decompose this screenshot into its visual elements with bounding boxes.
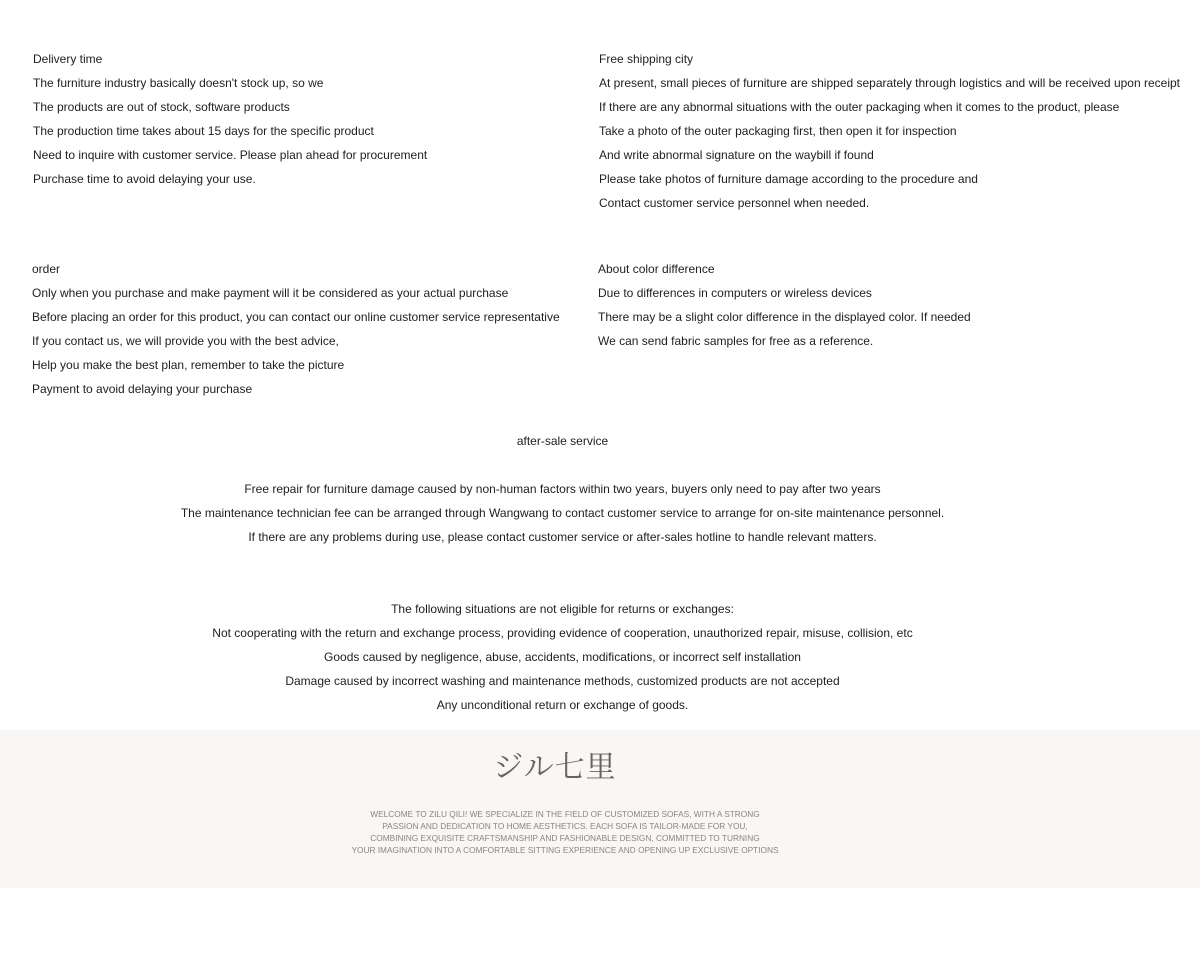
brand-logo-text: ジル七里 [493,750,617,785]
section-line: Purchase time to avoid delaying your use. [33,172,256,186]
section-line: Free repair for furniture damage caused by non-human factors within two years, buyers only need to pay after two years [244,482,881,496]
section-line: Payment to avoid delaying your purchase [32,382,253,396]
brand-description-line: COMBINING EXQUISITE CRAFTSMANSHIP AND FASHIONABLE DESIGN, COMMITTED TO TURNING [370,833,760,843]
section-line: We can send fabric samples for free as a reference. [598,334,874,348]
section-line: If you contact us, we will provide you with the best advice, [32,334,339,348]
color-difference-section [598,257,971,353]
section-line: Help you make the best plan, remember to take the picture [32,358,345,372]
section-title: The following situations are not eligible for returns or exchanges: [391,602,734,616]
section-line: At present, small pieces of furniture are shipped separately through logistics and will be received upon receipt [599,76,1180,90]
section-line: Contact customer service personnel when needed. [599,196,870,210]
brand-description-line: WELCOME TO ZILU QILI! WE SPECIALIZE IN THE FIELD OF CUSTOMIZED SOFAS, WITH A STRONG [370,809,760,819]
section-line: The maintenance technician fee can be arranged through Wangwang to contact customer service to arrange for on-site maintenance personnel. [180,506,945,520]
section-line: Goods caused by negligence, abuse, accidents, modifications, or incorrect self installation [324,650,801,664]
free-shipping-section [599,47,1180,215]
after-sale-section [0,477,1125,549]
section-line: Any unconditional return or exchange of goods. [436,698,689,712]
section-line: Damage caused by incorrect washing and maintenance methods, customized products are not accepted [285,674,840,688]
section-line: The products are out of stock, software products [33,100,290,114]
section-title: after-sale service [516,434,609,448]
section-line: And write abnormal signature on the waybill if found [599,148,874,162]
brand-description [0,808,1130,856]
section-title: Free shipping city [599,52,694,66]
brand-footer [0,730,1200,888]
section-line: Due to differences in computers or wireless devices [598,286,872,300]
after-sale-title [0,429,1125,453]
section-line: Only when you purchase and make payment will it be considered as your actual purchase [32,286,509,300]
section-line: Before placing an order for this product, you can contact our online customer service representative [32,310,560,324]
brand-description-line: YOUR IMAGINATION INTO A COMFORTABLE SITTING EXPERIENCE AND OPENING UP EXCLUSIVE OPTIONS [351,845,779,855]
section-line: The production time takes about 15 days for the specific product [33,124,374,138]
returns-section [0,597,1125,717]
section-title: Delivery time [33,52,103,66]
section-line: If there are any abnormal situations with the outer packaging when it comes to the product, please [599,100,1120,114]
section-line: The furniture industry basically doesn't stock up, so we [33,76,324,90]
section-line: Please take photos of furniture damage according to the procedure and [599,172,978,186]
section-line: If there are any problems during use, please contact customer service or after-sales hotline to handle relevant matters. [248,530,877,544]
section-line: There may be a slight color difference in the displayed color. If needed [598,310,971,324]
section-line: Need to inquire with customer service. Please plan ahead for procurement [33,148,428,162]
section-line: Take a photo of the outer packaging first, then open it for inspection [599,124,957,138]
brand-description-line: PASSION AND DEDICATION TO HOME AESTHETICS. EACH SOFA IS TAILOR-MADE FOR YOU, [382,821,748,831]
delivery-time-section [33,47,427,191]
section-line: Not cooperating with the return and exchange process, providing evidence of cooperation, unauthorized repair, misuse, collision, etc [212,626,913,640]
order-section [32,257,560,401]
section-title: About color difference [598,262,715,276]
section-title: order [32,262,61,276]
